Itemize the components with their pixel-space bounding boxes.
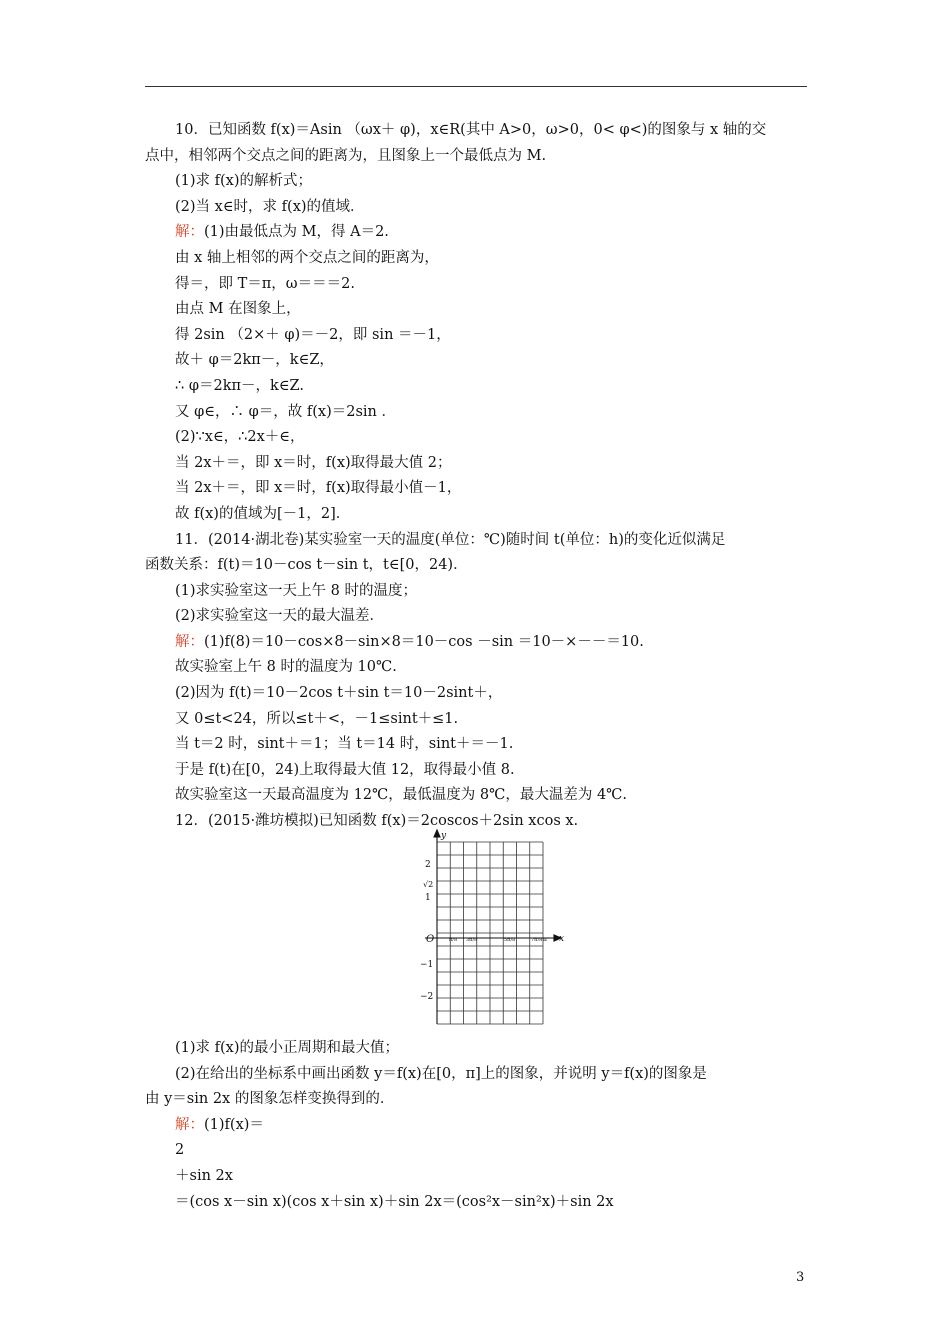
y-tick-label: −2 bbox=[420, 992, 434, 1002]
solution-line: 当 2x＋＝，即 x＝时，f(x)取得最小值－1， bbox=[175, 480, 462, 497]
solution-line: 当 2x＋＝，即 x＝时，f(x)取得最大值 2； bbox=[175, 454, 452, 471]
solution-line: 当 t＝2 时，sint＋＝1；当 t＝14 时，sint＋＝－1. bbox=[175, 736, 514, 753]
solution-line: 故实验室上午 8 时的温度为 10℃. bbox=[175, 659, 397, 676]
y-axis-arrow bbox=[434, 830, 440, 837]
document-body-continued bbox=[145, 1036, 807, 1215]
y-tick-label: −1 bbox=[420, 960, 434, 970]
problem-11-line1: 11．(2014·湖北卷)某实验室一天的温度(单位：℃)随时间 t(单位：h)的变化近似满足 bbox=[175, 531, 726, 548]
y-tick-label: 1 bbox=[425, 893, 431, 903]
problem-12-part1: (1)求 f(x)的最小正周期和最大值； bbox=[175, 1040, 400, 1056]
problem-11-part1: (1)求实验室这一天上午 8 时的温度； bbox=[175, 582, 417, 599]
solution-label: 解： bbox=[175, 1116, 204, 1133]
solution-line: ∴ φ＝2kπ－，k∈Z. bbox=[175, 377, 304, 394]
coordinate-grid bbox=[417, 828, 567, 1028]
solution-label: 解： bbox=[175, 224, 204, 241]
document-body bbox=[145, 118, 807, 835]
x-tick-label: 7π/8 bbox=[531, 937, 543, 943]
problem-12-line1: 12．(2015·潍坊模拟)已知函数 f(x)＝2coscos＋2sin xcos x. bbox=[175, 813, 579, 830]
solution-11-start: 解：(1)f(8)＝10－cos×8－sin×8＝10－cos －sin ＝10－×－－＝10. bbox=[175, 633, 644, 650]
problem-10-line1: 10．已知函数 f(x)＝Asin （ωx＋ φ)，x∈R(其中 A>0，ω>0，0< φ<)的图象与 x 轴的交 bbox=[175, 122, 767, 138]
x-tick-label: π bbox=[543, 936, 547, 943]
x-tick-label: 5π/8 bbox=[504, 937, 516, 943]
x-axis-label: x bbox=[559, 934, 565, 944]
x-tick-label: π/8 bbox=[449, 937, 458, 943]
solution-line: 得＝，即 T＝π，ω＝＝＝2. bbox=[175, 275, 355, 292]
solution-line: 由 x 轴上相邻的两个交点之间的距离为， bbox=[175, 249, 439, 266]
problem-10-line2: 点中，相邻两个交点之间的距离为，且图象上一个最低点为 M. bbox=[145, 147, 547, 164]
header-rule bbox=[145, 86, 807, 87]
solution-line: (2)因为 f(t)＝10－2cos t＋sin t＝10－2sint＋， bbox=[175, 685, 503, 702]
solution-line: 2 bbox=[175, 1142, 185, 1159]
solution-line: 得 2sin （2×＋ φ)＝－2，即 sin ＝－1， bbox=[175, 326, 451, 343]
solution-label: 解： bbox=[175, 633, 204, 650]
y-tick-label: √2 bbox=[423, 880, 434, 889]
solution-line: 故＋ φ＝2kπ－，k∈Z， bbox=[175, 352, 334, 369]
x-tick-label: 3π/8 bbox=[466, 937, 478, 943]
problem-12-part2: (2)在给出的坐标系中画出函数 y＝f(x)在[0，π]上的图象，并说明 y＝f(x)的图象是 bbox=[175, 1065, 707, 1082]
problem-10-part1: (1)求 f(x)的解析式； bbox=[175, 173, 313, 190]
origin-label: O bbox=[426, 934, 435, 945]
problem-12-part2-cont: 由 y＝sin 2x 的图象怎样变换得到的． bbox=[145, 1091, 395, 1108]
solution-line: 由点 M 在图象上， bbox=[175, 301, 301, 318]
y-axis-label: y bbox=[441, 831, 447, 841]
solution-10-start: 解：(1)由最低点为 M，得 A＝2. bbox=[175, 224, 389, 241]
solution-line: 故实验室这一天最高温度为 12℃，最低温度为 8℃，最大温差为 4℃. bbox=[175, 787, 627, 804]
solution-line: 于是 f(t)在[0，24)上取得最大值 12，取得最小值 8. bbox=[175, 761, 515, 778]
y-tick-label: 2 bbox=[425, 860, 431, 870]
page-number: 3 bbox=[796, 1270, 805, 1285]
solution-line: 又 φ∈，∴ φ＝，故 f(x)＝2sin ． bbox=[175, 403, 396, 420]
solution-12-start: 解：(1)f(x)＝ bbox=[175, 1116, 264, 1133]
solution-line: ＝(cos x－sin x)(cos x＋sin x)＋sin 2x＝(cos²x－sin²x)＋sin 2x bbox=[175, 1193, 614, 1210]
solution-line: 又 0≤t<24，所以≤t＋<，－1≤sint＋≤1. bbox=[175, 710, 459, 727]
solution-line: ＋sin 2x bbox=[175, 1167, 233, 1184]
problem-11-part2: (2)求实验室这一天的最大温差． bbox=[175, 608, 385, 625]
solution-line: 故 f(x)的值域为[－1，2]． bbox=[175, 505, 351, 522]
problem-10-part2: (2)当 x∈时，求 f(x)的值域． bbox=[175, 198, 365, 215]
solution-line: (2)∵x∈，∴2x＋∈， bbox=[175, 429, 305, 446]
problem-11-line2: 函数关系：f(t)＝10－cos t－sin t，t∈[0，24)． bbox=[145, 557, 468, 574]
